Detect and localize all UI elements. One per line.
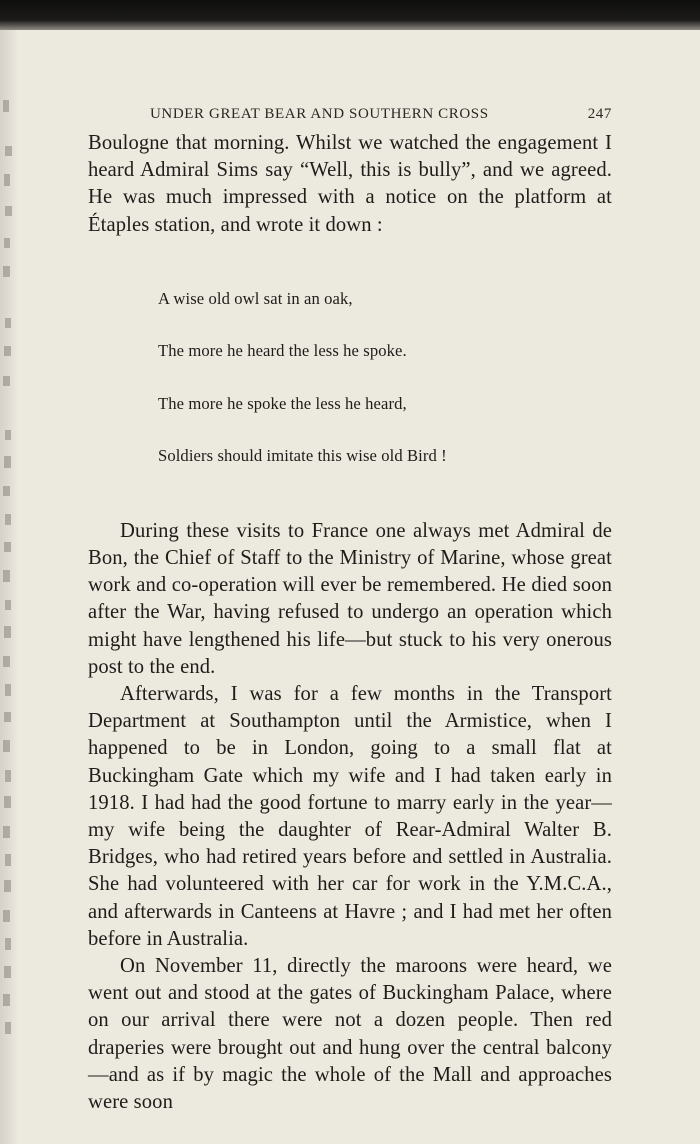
running-title: UNDER GREAT BEAR AND SOUTHERN CROSS [150,106,489,122]
verse-line: The more he heard the less he spoke. [158,341,407,361]
verse-line: Soldiers should imitate this wise old Bird ! [158,446,447,466]
paragraph-armistice: On November 11, directly the maroons were heard, we went out and stood at the gates of Buckingham Palace, where on our arrival there were not a dozen people. Then red draperies were brought out and hung over the central balcony—and as if by magic the whole of the Mall and approaches were soon [88,955,612,1114]
paragraph-southampton: Afterwards, I was for a few months in the Transport Department at Southampton until the Armistice, when I happened to be in London, going to a small flat at Buckingham Gate which my wife and I had taken early in 1918. I had had the good fortune to marry early in the year—my wife being the daughter of Rear-Admiral Walter B. Bridges, who had retired years before and settled in Australia. She had volunteered with her car for work in the Y.M.C.A., and afterwards in Canteens at Havre ; and I had met her often before in Australia. [88,683,612,950]
paragraph-continued: Boulogne that morning. Whilst we watched the engagement I heard Admiral Sims say “Well, this is bully”, and we agreed. He was much impressed with a notice on the platform at Étaples station, and wrote it down : [88,132,612,236]
paragraph-admiral-de-bon: During these visits to France one always met Admiral de Bon, the Chief of Staff to the Ministry of Marine, whose great work and co-operation will ever be remembered. He died soon after the War, having refused to undergo an operation which might have lengthened his life—but stuck to his very onerous post to the end. [88,519,612,678]
verse-line: The more he spoke the less he heard, [158,393,407,413]
running-header [88,96,612,130]
verse-quotation [158,255,612,500]
facing-page-bleed-marks [0,100,16,1120]
verse-line: A wise old owl sat in an oak, [158,288,353,308]
page-number: 247 [587,106,612,122]
body-text [88,130,612,1116]
book-page [88,96,612,1116]
book-top-edge-shadow [0,0,700,30]
